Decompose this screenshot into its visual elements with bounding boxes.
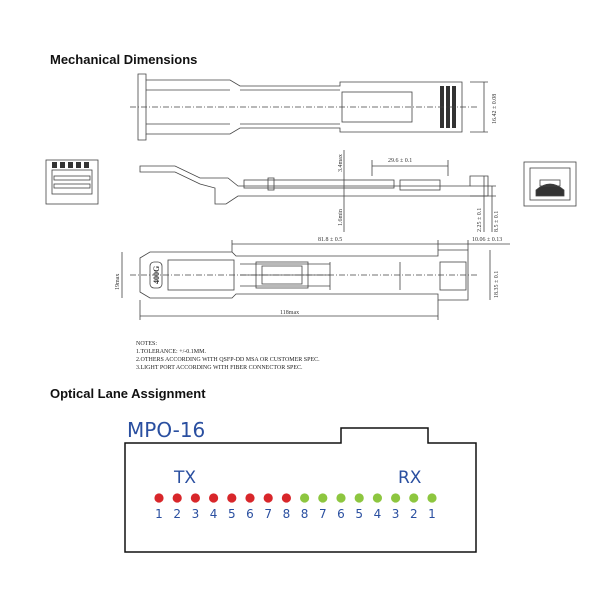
rx-pin-number-8: 8: [300, 507, 309, 521]
dim-side-right-a: 2.25 ± 0.1: [477, 207, 483, 232]
rx-pin-number-1: 1: [428, 507, 436, 521]
mechanical-dimensions-heading: Mechanical Dimensions: [50, 52, 198, 67]
tx-pin-4: [209, 493, 218, 502]
dim-bottom-length: 81.8 ± 0.5: [318, 237, 343, 243]
side-view: [140, 150, 496, 232]
rx-pin-5: [355, 493, 364, 502]
rx-pin-6: [336, 493, 345, 502]
rx-pin-number-3: 3: [391, 507, 400, 521]
tx-pin-2: [173, 493, 182, 502]
rx-pin-1: [427, 493, 436, 502]
tx-pin-1: [154, 493, 163, 502]
left-end-view: [46, 160, 98, 204]
rx-pin-2: [409, 493, 418, 502]
rx-pin-number-2: 2: [409, 507, 418, 521]
tx-pin-number-7: 7: [264, 507, 273, 521]
tx-pin-5: [227, 493, 236, 502]
rx-pin-4: [373, 493, 382, 502]
dim-side-min: 1.6min: [338, 209, 344, 226]
tx-pin-number-1: 1: [155, 507, 163, 521]
dim-side-max: 3.4max: [338, 154, 344, 172]
optical-lane-heading: Optical Lane Assignment: [50, 386, 206, 401]
bottom-view: [122, 240, 510, 320]
tx-pin-7: [264, 493, 273, 502]
notes-title: NOTES:: [136, 341, 157, 347]
rx-pin-number-6: 6: [337, 507, 345, 521]
tx-pin-3: [191, 493, 200, 502]
note-line-3: 3.LIGHT PORT ACCORDING WITH FIBER CONNECTOR SPEC.: [136, 365, 303, 371]
note-line-2: 2.OTHERS ACCORDING WITH QSFP-DD MSA OR CUSTOMER SPEC.: [136, 357, 320, 363]
tx-pin-number-4: 4: [209, 507, 218, 521]
dim-bottom-total: 118max: [280, 310, 300, 316]
mpo-connector-outline: [125, 428, 476, 552]
dim-top-height: 16.42 ± 0.08: [492, 93, 498, 124]
rx-pin-3: [391, 493, 400, 502]
tx-label: TX: [174, 468, 197, 488]
dim-bottom-height-right: 18.35 ± 0.1: [494, 270, 500, 298]
dim-side-length: 29.6 ± 0.1: [388, 158, 413, 164]
pin-row: [154, 493, 436, 521]
tx-pin-number-8: 8: [282, 507, 291, 521]
rx-label: RX: [398, 468, 422, 488]
top-view: [130, 74, 488, 140]
tx-pin-8: [282, 493, 291, 502]
rx-pin-7: [318, 493, 327, 502]
tx-pin-number-5: 5: [227, 507, 236, 521]
dim-side-right-b: 8.5 ± 0.1: [494, 210, 500, 232]
dim-bottom-right: 10.06 ± 0.13: [472, 237, 503, 243]
rx-pin-number-7: 7: [318, 507, 327, 521]
rx-pin-8: [300, 493, 309, 502]
note-line-1: 1.TOLERANCE: +/-0.1MM.: [136, 349, 206, 355]
tx-pin-number-6: 6: [246, 507, 254, 521]
tx-pin-6: [245, 493, 254, 502]
tx-pin-number-3: 3: [191, 507, 200, 521]
right-end-view: [524, 162, 576, 206]
module-label: 400G: [152, 265, 161, 284]
rx-pin-number-4: 4: [373, 507, 382, 521]
connector-name: MPO-16: [127, 418, 206, 442]
rx-pin-number-5: 5: [355, 507, 364, 521]
dim-bottom-height-left: 19max: [115, 273, 121, 290]
tx-pin-number-2: 2: [173, 507, 182, 521]
